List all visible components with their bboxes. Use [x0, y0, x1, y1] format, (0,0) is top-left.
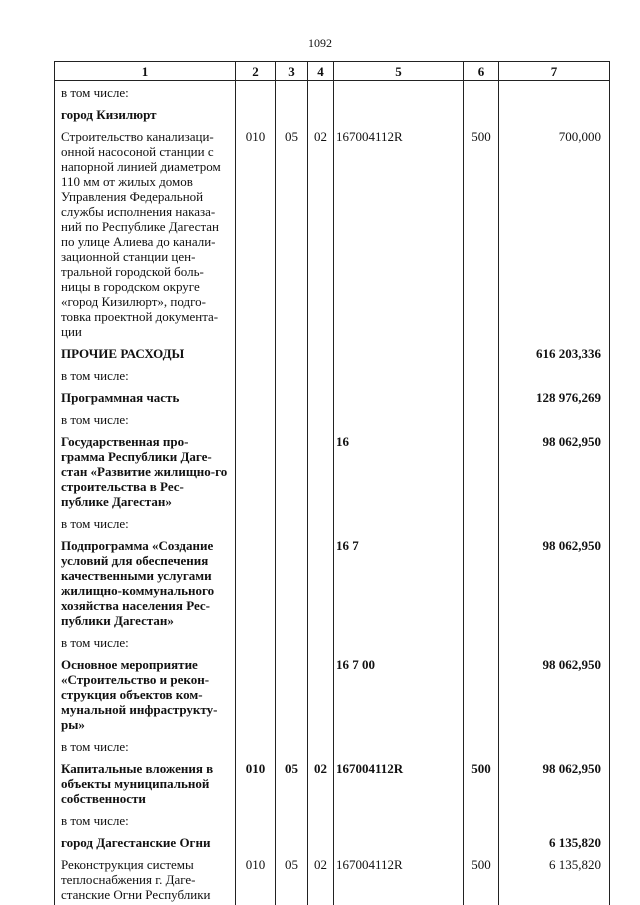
budget-table: [54, 61, 610, 905]
cell-col-3: 05: [276, 757, 308, 809]
header-col-7: 7: [499, 62, 610, 81]
cell-col-4: [308, 430, 334, 512]
cell-col-6: [464, 809, 499, 831]
cell-col-4: [308, 364, 334, 386]
table-header-row: [55, 62, 610, 81]
table-row: [55, 364, 610, 386]
table-row: [55, 534, 610, 631]
cell-col-3: [276, 534, 308, 631]
cell-col-4: [308, 831, 334, 853]
cell-col-3: [276, 512, 308, 534]
cell-col-3: [276, 364, 308, 386]
cell-col-3: [276, 631, 308, 653]
cell-col-4: [308, 512, 334, 534]
cell-amount: 98 062,950: [499, 534, 610, 631]
cell-col-3: [276, 408, 308, 430]
cell-col-2: 010: [236, 125, 276, 342]
header-col-5: 5: [334, 62, 464, 81]
cell-code: 167004112R: [334, 125, 464, 342]
cell-col-4: 02: [308, 853, 334, 905]
table-row: [55, 653, 610, 735]
cell-amount: 616 203,336: [499, 342, 610, 364]
cell-col-3: [276, 342, 308, 364]
cell-amount: 98 062,950: [499, 653, 610, 735]
table-row: [55, 408, 610, 430]
cell-col-3: [276, 809, 308, 831]
cell-name: Капитальные вложения в объекты муниципальной собственности: [55, 757, 236, 809]
cell-col-3: [276, 81, 308, 104]
cell-name: в том числе:: [55, 809, 236, 831]
cell-amount: [499, 631, 610, 653]
cell-code: [334, 103, 464, 125]
cell-name: Основное мероприятие «Строительство и рекон-струкция объектов ком-мунальной инфраструкту-ры»: [55, 653, 236, 735]
cell-amount: [499, 809, 610, 831]
table-row: [55, 103, 610, 125]
cell-col-2: [236, 735, 276, 757]
cell-code: 167004112R: [334, 757, 464, 809]
cell-col-6: [464, 631, 499, 653]
cell-col-2: [236, 631, 276, 653]
cell-col-6: [464, 653, 499, 735]
page-number: 1092: [308, 36, 332, 50]
cell-col-6: [464, 735, 499, 757]
cell-col-6: [464, 512, 499, 534]
cell-amount: 98 062,950: [499, 430, 610, 512]
cell-col-6: [464, 364, 499, 386]
cell-name: в том числе:: [55, 512, 236, 534]
cell-code: 167004112R: [334, 853, 464, 905]
cell-col-6: [464, 386, 499, 408]
cell-amount: [499, 81, 610, 104]
cell-col-2: [236, 653, 276, 735]
cell-col-4: [308, 809, 334, 831]
cell-col-4: 02: [308, 125, 334, 342]
cell-code: 16 7 00: [334, 653, 464, 735]
table-row: [55, 81, 610, 104]
header-col-6: 6: [464, 62, 499, 81]
table-row: [55, 125, 610, 342]
cell-col-4: [308, 103, 334, 125]
table-row: [55, 735, 610, 757]
cell-col-6: 500: [464, 853, 499, 905]
cell-code: [334, 386, 464, 408]
cell-code: [334, 735, 464, 757]
cell-amount: [499, 408, 610, 430]
cell-col-6: [464, 103, 499, 125]
cell-col-6: 500: [464, 757, 499, 809]
cell-col-2: [236, 386, 276, 408]
header-col-4: 4: [308, 62, 334, 81]
cell-col-4: [308, 735, 334, 757]
cell-col-6: [464, 81, 499, 104]
cell-name: в том числе:: [55, 81, 236, 104]
cell-col-2: [236, 512, 276, 534]
table-row: [55, 386, 610, 408]
cell-code: [334, 831, 464, 853]
cell-col-6: 500: [464, 125, 499, 342]
cell-amount: 98 062,950: [499, 757, 610, 809]
cell-amount: 700,000: [499, 125, 610, 342]
cell-code: [334, 809, 464, 831]
cell-col-2: [236, 831, 276, 853]
cell-col-6: [464, 408, 499, 430]
cell-col-2: [236, 430, 276, 512]
cell-name: город Кизилюрт: [55, 103, 236, 125]
header-col-1: 1: [55, 62, 236, 81]
cell-col-3: [276, 430, 308, 512]
cell-col-4: [308, 386, 334, 408]
cell-name: Подпрограмма «Создание условий для обеспечения качественными услугами жилищно-коммунального хозяйства населения Рес-публики Дагестан»: [55, 534, 236, 631]
cell-col-2: 010: [236, 853, 276, 905]
cell-name: Реконструкция системы теплоснабжения г. Даге-станские Огни Республики: [55, 853, 236, 905]
cell-col-6: [464, 534, 499, 631]
cell-amount: 6 135,820: [499, 853, 610, 905]
cell-col-2: 010: [236, 757, 276, 809]
table-row: [55, 757, 610, 809]
header-col-2: 2: [236, 62, 276, 81]
cell-col-4: [308, 534, 334, 631]
cell-name: город Дагестанские Огни: [55, 831, 236, 853]
cell-col-3: [276, 386, 308, 408]
cell-amount: [499, 512, 610, 534]
table-row: [55, 809, 610, 831]
cell-col-3: 05: [276, 853, 308, 905]
cell-col-3: [276, 653, 308, 735]
cell-name: Строительство канализаци-онной насосоной станции с напорной линией диаметром 110 мм от жилых домов Управления Федеральной службы исполнения наказа-ний по Республике Дагестан по улице Алиева до канали-зационной станции цен-тральной городской боль-ницы в городском округе «город Кизилюрт», подго-товка проектной документа-ции: [55, 125, 236, 342]
cell-code: [334, 512, 464, 534]
cell-name: Программная часть: [55, 386, 236, 408]
cell-col-2: [236, 364, 276, 386]
cell-col-6: [464, 831, 499, 853]
cell-name: в том числе:: [55, 735, 236, 757]
cell-code: 16 7: [334, 534, 464, 631]
cell-amount: 128 976,269: [499, 386, 610, 408]
cell-amount: [499, 364, 610, 386]
cell-name: в том числе:: [55, 364, 236, 386]
cell-col-4: 02: [308, 757, 334, 809]
cell-col-3: 05: [276, 125, 308, 342]
cell-amount: [499, 735, 610, 757]
table-body: [55, 81, 610, 905]
table-row: [55, 831, 610, 853]
cell-code: [334, 408, 464, 430]
cell-col-4: [308, 653, 334, 735]
cell-col-4: [308, 408, 334, 430]
cell-col-3: [276, 735, 308, 757]
header-col-3: 3: [276, 62, 308, 81]
cell-col-2: [236, 534, 276, 631]
cell-name: ПРОЧИЕ РАСХОДЫ: [55, 342, 236, 364]
cell-col-2: [236, 81, 276, 104]
cell-code: [334, 364, 464, 386]
cell-name: в том числе:: [55, 408, 236, 430]
table-row: [55, 512, 610, 534]
cell-col-2: [236, 342, 276, 364]
table-row: [55, 631, 610, 653]
table-row: [55, 430, 610, 512]
cell-code: 16: [334, 430, 464, 512]
table-row: [55, 342, 610, 364]
cell-col-4: [308, 342, 334, 364]
cell-col-2: [236, 408, 276, 430]
table-row: [55, 853, 610, 905]
cell-col-2: [236, 809, 276, 831]
cell-col-6: [464, 342, 499, 364]
cell-name: в том числе:: [55, 631, 236, 653]
cell-col-4: [308, 81, 334, 104]
cell-code: [334, 631, 464, 653]
cell-name: Государственная про-грамма Республики Даге-стан «Развитие жилищно-го строительства в Рес-публике Дагестан»: [55, 430, 236, 512]
cell-code: [334, 342, 464, 364]
cell-col-6: [464, 430, 499, 512]
cell-amount: 6 135,820: [499, 831, 610, 853]
cell-col-3: [276, 103, 308, 125]
cell-col-4: [308, 631, 334, 653]
cell-col-3: [276, 831, 308, 853]
cell-col-2: [236, 103, 276, 125]
cell-amount: [499, 103, 610, 125]
cell-code: [334, 81, 464, 104]
